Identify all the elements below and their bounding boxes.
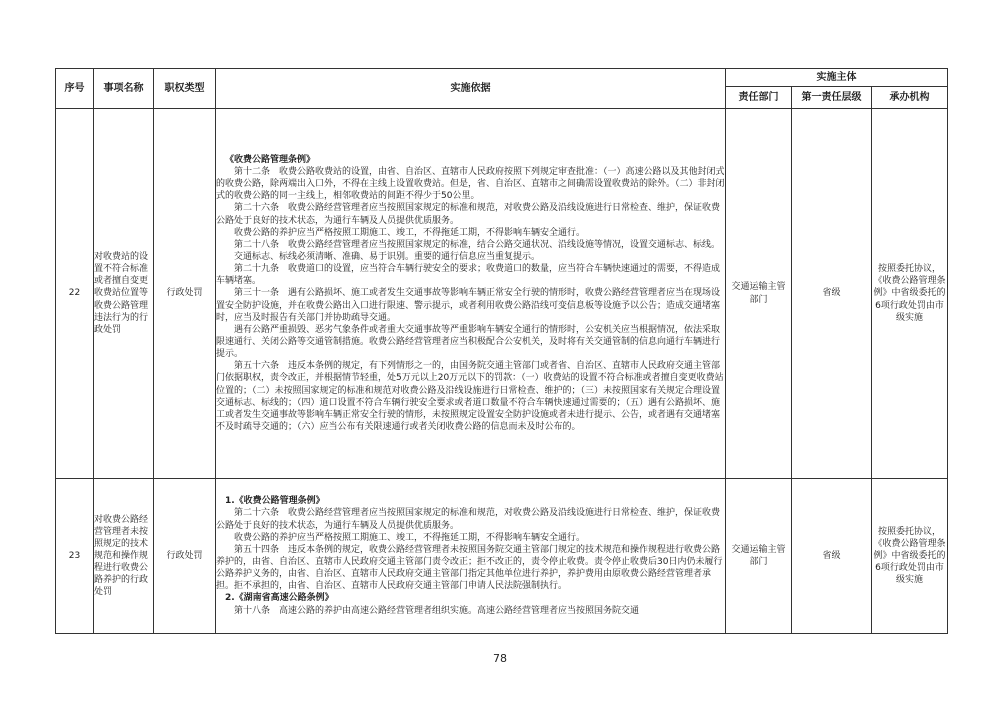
header-type: 职权类型 [154,69,216,109]
basis-paragraph: 第五十四条 违反本条例的规定，收费公路经营管理者未按照国务院交通主管部门规定的技术规范和操作规程进行收费公路养护的，由省、自治区、直辖市人民政府交通主管部门责令改正；拒不改正的，责令停止收费。责令停止收费后30日内仍未履行公路养护义务的，由省、自治区、直辖市人民政府交通主管部门指定其他单位进行养护，养护费用由原收费公路经营管理者承担。拒不承担的，由省、自治区、直辖市人民政府交通主管部门申请人民法院强制执行。 [216,544,723,592]
basis-paragraph: 第二十九条 收费道口的设置，应当符合车辆行驶安全的要求；收费道口的数量，应当符合车辆快速通过的需要，不得造成车辆堵塞。 [216,264,721,287]
basis-paragraph: 第三十一条 遇有公路损坏、施工或者发生交通事故等影响车辆正常安全行驶的情形时，收费公路经营管理者应当在现场设置安全防护设施，并在收费公路出入口进行限速、警示提示，或者利用收费公路沿线可变信息板等设施予以公告；造成交通堵塞时，应当及时报告有关部门并协助疏导交通。 [216,288,721,323]
header-subject: 实施主体 [726,69,948,87]
basis-title: 《收费公路管理条例》 [225,154,316,165]
row-level: 省级 [792,109,872,479]
row-dept: 交通运输主管部门 [726,109,792,479]
row-org: 按照委托协议，《收费公路管理条例》中省级委托的6项行政处罚由市级实施 [872,109,948,479]
row-level: 省级 [792,479,872,634]
basis-title-2: 2.《湖南省高速公路条例》 [225,593,334,604]
header-basis: 实施依据 [216,69,726,109]
row-item-name: 对收费公路经营管理者未按照规定的技术规范和操作规程进行收费公路养护的行政处罚 [94,479,154,634]
basis-paragraph: 第二十八条 收费公路经营管理者应当按照国家规定的标准，结合公路交通状况、沿线设施等情况，设置交通标志、标线。 [234,239,721,250]
basis-paragraph: 第二十六条 收费公路经营管理者应当按照国家规定的标准和规范，对收费公路及沿线设施进行日常检查、维护，保证收费公路处于良好的技术状态，为通行车辆及人员提供优质服务。 [216,203,721,226]
header-org: 承办机构 [872,87,948,109]
row-power-type: 行政处罚 [154,109,216,479]
row-power-type: 行政处罚 [154,479,216,634]
page-number: 78 [493,652,507,665]
basis-paragraph: 收费公路的养护应当严格按照工期施工、竣工，不得拖延工期，不得影响车辆安全通行。 [234,532,586,543]
basis-title: 1.《收费公路管理条例》 [225,496,325,507]
row-basis [216,479,726,634]
row-item-name: 对收费站的设置不符合标准或者擅自变更收费站位置等收费公路管理违法行为的行政处罚 [94,109,154,479]
header-level: 第一责任层级 [792,87,872,109]
basis-paragraph: 第五十六条 违反本条例的规定，有下列情形之一的，由国务院交通主管部门或者省、自治区、直辖市人民政府交通主管部门依据职权，责令改正，并根据情节轻重，处5万元以上20万元以下的罚款：（一）收费站的设置不符合标准或者擅自变更收费站位置的；（二）未按照国家规定的标准和规范对收费公路及沿线设施进行日常检查、维护的；（三）未按照国家有关规定合理设置交通标志、标线的；（四）道口设置不符合车辆行驶安全要求或者道口数量不符合车辆快速通过需要的；（五）遇有公路损坏、施工或者发生交通事故等影响车辆正常安全行驶的情形，未按照规定设置安全防护设施或者未进行提示、公告，或者遇有交通堵塞不及时疏导交通的；（六）应当公布有关限速通行或者关闭收费公路的信息而未及时公布的。 [216,361,724,432]
table-row [56,479,948,634]
basis-paragraph: 第二十六条 收费公路经营管理者应当按照国家规定的标准和规范，对收费公路及沿线设施进行日常检查、维护，保证收费公路处于良好的技术状态，为通行车辆及人员提供优质服务。 [216,508,721,531]
basis-paragraph: 遇有公路严重损毁、恶劣气象条件或者重大交通事故等严重影响车辆安全通行的情形时，公安机关应当根据情况，依法采取限速通行、关闭公路等交通管制措施。收费公路经营管理者应当积极配合公安机关，及时将有关交通管制的信息向通行车辆进行提示。 [216,324,721,360]
header-dept: 责任部门 [726,87,792,109]
enforcement-table [55,68,948,634]
table-row [56,109,948,479]
row-seq: 23 [56,479,94,634]
basis-paragraph: 交通标志、标线必须清晰、准确、易于识别。重要的通行信息应当重复提示。 [234,252,541,262]
row-org: 按照委托协议，《收费公路管理条例》中省级委托的6项行政处罚由市级实施 [872,479,948,634]
basis-paragraph: 收费公路的养护应当严格按照工期施工、竣工，不得拖延工期，不得影响车辆安全通行。 [234,227,586,238]
row-dept: 交通运输主管部门 [726,479,792,634]
row-seq: 22 [56,109,94,479]
header-name: 事项名称 [94,69,154,109]
basis-paragraph: 第十二条 收费公路收费站的设置，由省、自治区、直辖市人民政府按照下列规定审查批准：（一）高速公路以及其他封闭式的收费公路，除两端出入口外，不得在主线上设置收费站。但是，省、自治区、直辖市之间确需设置收费站的除外。（二）非封闭式的收费公路的同一主线上，相邻收费站的间距不得少于50公里。 [216,167,725,202]
row-basis [216,109,726,479]
basis-paragraph: 第十八条 高速公路的养护由高速公路经营管理者组织实施。高速公路经营管理者应当按照国务院交通 [234,605,640,616]
header-seq: 序号 [56,69,94,109]
